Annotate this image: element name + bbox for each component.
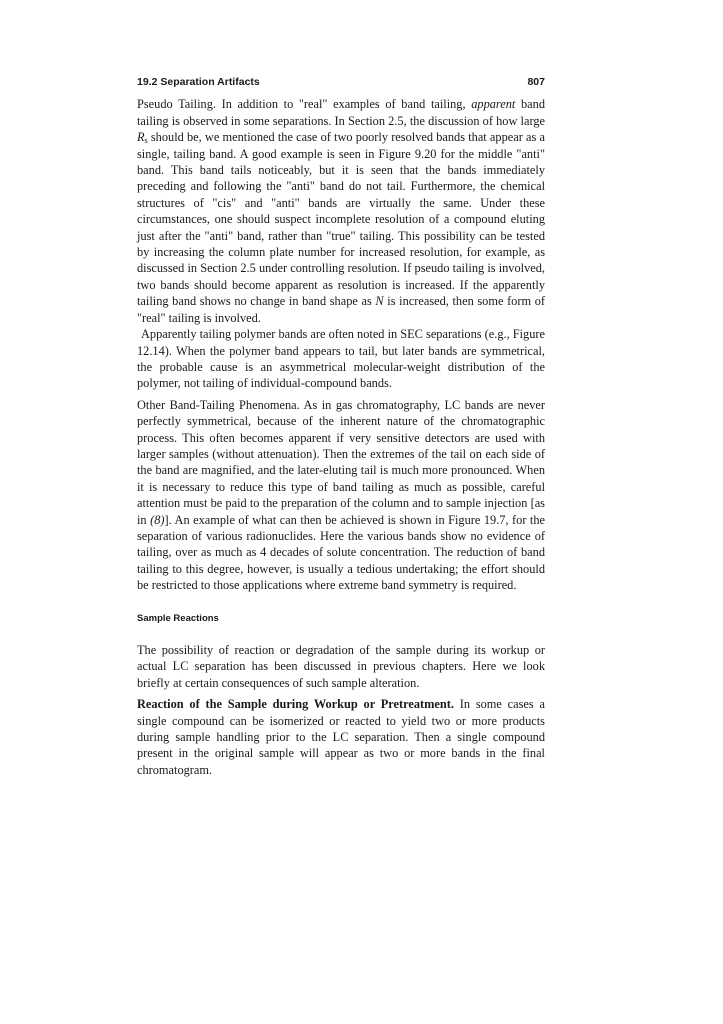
paragraph-other-tailing xyxy=(137,397,545,594)
paragraph-pseudo-tailing xyxy=(137,96,545,326)
document-page xyxy=(137,74,545,778)
text: band tailing is observed in some separations. In Section 2.5, the discussion of how large xyxy=(137,97,545,128)
italic-text: apparent xyxy=(471,97,516,112)
symbol-R: R xyxy=(137,130,145,145)
section-title: 19.2 Separation Artifacts xyxy=(137,76,260,88)
text: ]. An example of what can then be achieved is shown in Figure 19.7, for the separation of various radionuclides. Here the various bands show no evidence of tailing, over as much as 4 decades of solute concentration. The reduction of band tailing to this degree, however, is usually a tedious undertaking; the effort should be restricted to those applications where extreme band symmetry is required. xyxy=(137,512,546,593)
running-header xyxy=(137,74,545,90)
reference: (8) xyxy=(150,512,165,527)
text: Pseudo Tailing. In addition to "real" examples of band tailing, xyxy=(137,97,472,112)
text: Other Band-Tailing Phenomena. As in gas chromatography, LC bands are never perfectly symmetrical, because of the inherent nature of the chromatographic process. This often becomes apparent if very sensitive detectors are used with larger samples (without attenuation). Then the extremes of the tail on each side of the band are magnified, and the later-eluting tail is much more pronounced. When it is necessary to reduce this type of band tailing as much as possible, careful attention must be paid to the preparation of the column and to sample injection [as in xyxy=(137,397,545,527)
paragraph-polymer-bands: Apparently tailing polymer bands are often noted in SEC separations (e.g., Figure 12.14). When the polymer band appears to tail, but later bands are symmetrical, the probable cause is an asymmetrical molecular-weight distribution of the polymer, not tailing of individual-compound bands. xyxy=(137,327,545,391)
subscript-s: s xyxy=(144,136,148,146)
paragraph-sample-reactions: The possibility of reaction or degradation of the sample during its workup or actual LC separation has been discussed in previous chapters. Here we look briefly at certain consequences of such sample alteration. xyxy=(137,643,545,690)
text: should be, we mentioned the case of two poorly resolved bands that appear as a single, tailing band. A good example is seen in Figure 9.20 for the middle "anti" band. This band tails noticeably, but it is seen that the bands immediately preceding and following the "anti" band do not tail. Furthermore, the chemical structures of "cis" and "anti" bands are virtually the same. Under these circumstances, one should suspect incomplete resolution of a compound eluting just after the "anti" band, rather than "true" tailing. This possibility can be tested by increasing the column plate number for increased resolution, for example, as discussed in Section 2.5 under controlling resolution. If pseudo tailing is involved, two bands should become apparent as resolution is increased. If the apparently tailing band shows no change in band shape as xyxy=(137,130,545,309)
text: In some cases a single compound can be isomerized or reacted to yield two or more products during sample handling prior to the LC separation. Then a single compound present in the original sample will appear as two or more bands in the final chromatogram. xyxy=(137,697,545,777)
text: is increased, then some form of "real" tailing is involved. xyxy=(137,294,545,325)
run-in-heading: Reaction of the Sample during Workup or Pretreatment. xyxy=(137,697,454,712)
page-number: 807 xyxy=(527,76,545,88)
symbol-N: N xyxy=(375,294,384,309)
section-heading: Sample Reactions xyxy=(137,612,219,624)
paragraph-workup xyxy=(137,696,545,778)
